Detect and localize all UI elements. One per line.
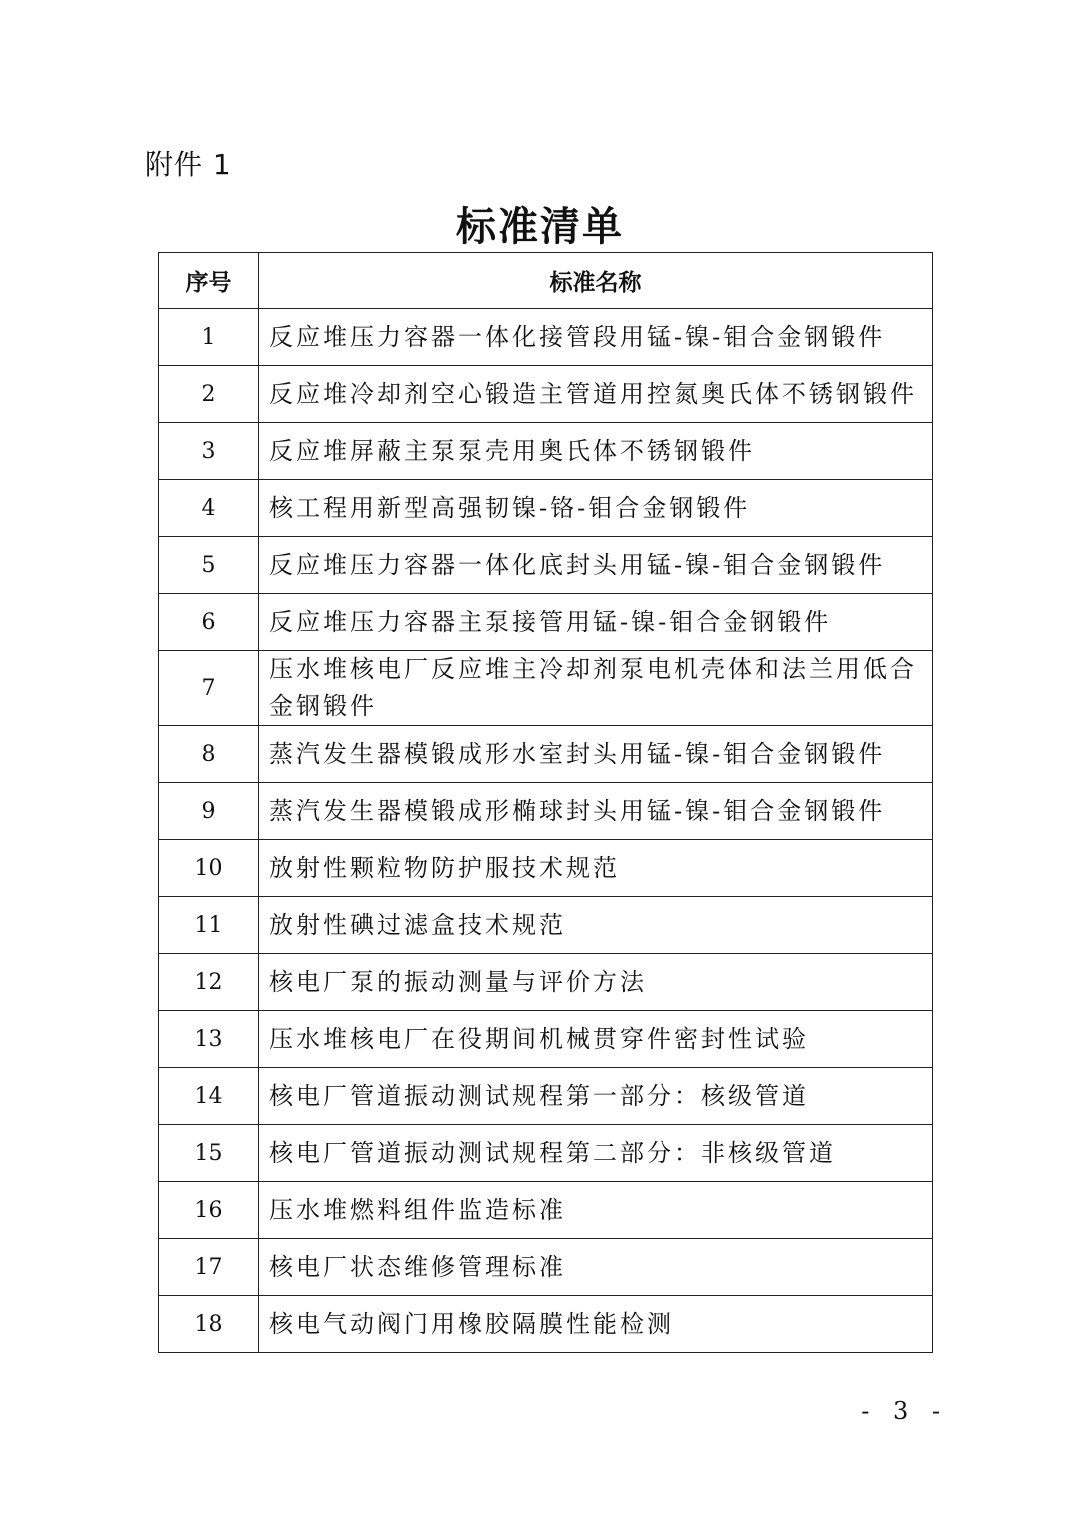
row-number: 11 (159, 897, 259, 954)
table-row (159, 1068, 933, 1125)
standard-name: 反应堆压力容器一体化接管段用锰-镍-钼合金钢锻件 (259, 309, 933, 366)
table-row (159, 480, 933, 537)
table-row (159, 309, 933, 366)
standard-name: 压水堆核电厂在役期间机械贯穿件密封性试验 (259, 1011, 933, 1068)
table-row (159, 1239, 933, 1296)
row-number: 8 (159, 726, 259, 783)
table-row (159, 1011, 933, 1068)
table-row (159, 537, 933, 594)
column-header-number: 序号 (159, 253, 259, 309)
standard-name: 反应堆冷却剂空心锻造主管道用控氮奥氏体不锈钢锻件 (259, 366, 933, 423)
table-row (159, 726, 933, 783)
row-number: 13 (159, 1011, 259, 1068)
table-row (159, 840, 933, 897)
row-number: 18 (159, 1296, 259, 1353)
row-number: 1 (159, 309, 259, 366)
table-row (159, 783, 933, 840)
table-row (159, 594, 933, 651)
standard-name: 核电厂泵的振动测量与评价方法 (259, 954, 933, 1011)
page-number: - 3 - (861, 1397, 948, 1425)
row-number: 15 (159, 1125, 259, 1182)
standard-name: 核工程用新型高强韧镍-铬-钼合金钢锻件 (259, 480, 933, 537)
standard-name: 蒸汽发生器模锻成形水室封头用锰-镍-钼合金钢锻件 (259, 726, 933, 783)
standard-name: 核电气动阀门用橡胶隔膜性能检测 (259, 1296, 933, 1353)
standard-name: 反应堆屏蔽主泵泵壳用奥氏体不锈钢锻件 (259, 423, 933, 480)
standard-name: 压水堆燃料组件监造标准 (259, 1182, 933, 1239)
standard-name: 放射性碘过滤盒技术规范 (259, 897, 933, 954)
table-row (159, 1296, 933, 1353)
row-number: 16 (159, 1182, 259, 1239)
standard-name: 放射性颗粒物防护服技术规范 (259, 840, 933, 897)
standard-name: 核电厂状态维修管理标准 (259, 1239, 933, 1296)
table-row (159, 1125, 933, 1182)
page-title: 标准清单 (456, 203, 624, 250)
standard-name: 核电厂管道振动测试规程第二部分：非核级管道 (259, 1125, 933, 1182)
row-number: 7 (159, 651, 259, 726)
standard-name: 蒸汽发生器模锻成形椭球封头用锰-镍-钼合金钢锻件 (259, 783, 933, 840)
standards-table (158, 252, 933, 1353)
attachment-label: 附件 1 (145, 148, 232, 181)
row-number: 17 (159, 1239, 259, 1296)
row-number: 6 (159, 594, 259, 651)
row-number: 14 (159, 1068, 259, 1125)
row-number: 4 (159, 480, 259, 537)
row-number: 2 (159, 366, 259, 423)
standard-name: 反应堆压力容器一体化底封头用锰-镍-钼合金钢锻件 (259, 537, 933, 594)
row-number: 10 (159, 840, 259, 897)
standard-name: 压水堆核电厂反应堆主冷却剂泵电机壳体和法兰用低合金钢锻件 (259, 651, 933, 726)
table-row (159, 897, 933, 954)
column-header-name: 标准名称 (259, 253, 933, 309)
row-number: 3 (159, 423, 259, 480)
table-header-row (159, 253, 933, 309)
standard-name: 核电厂管道振动测试规程第一部分：核级管道 (259, 1068, 933, 1125)
row-number: 9 (159, 783, 259, 840)
table-body (159, 309, 933, 1353)
row-number: 5 (159, 537, 259, 594)
table-row (159, 1182, 933, 1239)
standard-name: 反应堆压力容器主泵接管用锰-镍-钼合金钢锻件 (259, 594, 933, 651)
table-row (159, 366, 933, 423)
table-row (159, 423, 933, 480)
table-row (159, 954, 933, 1011)
table-row (159, 651, 933, 726)
row-number: 12 (159, 954, 259, 1011)
